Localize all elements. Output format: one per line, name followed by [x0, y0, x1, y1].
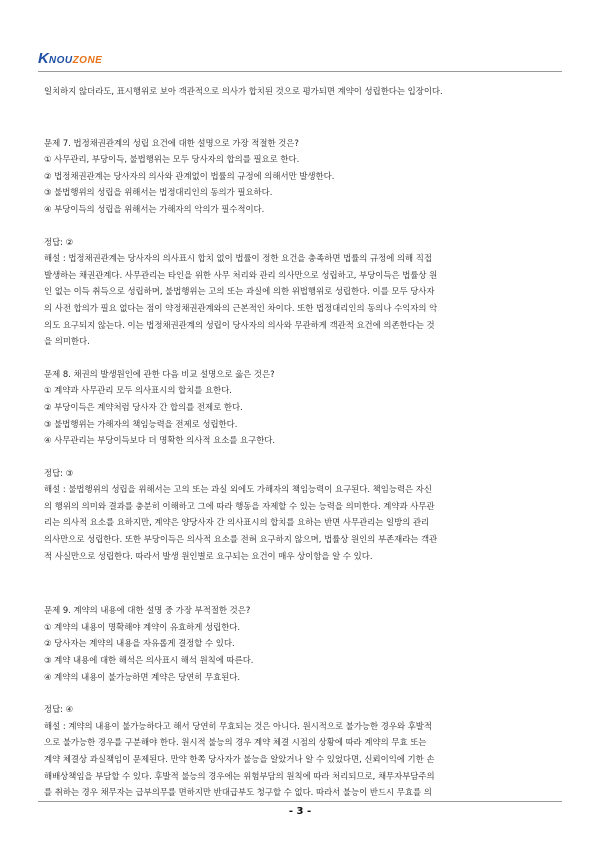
q7-explanation-6: 을 의미한다.: [44, 336, 90, 347]
q7-explanation-3: 인 없는 이득 취득으로 성립하며, 불법행위는 고의 또는 과실에 의한 위법행위로 성립한다. 이를 모두 당사자: [44, 286, 435, 297]
knouzone-logo: [38, 50, 102, 68]
logo-zone: ZONE: [72, 55, 103, 66]
q8-explanation-2: 의 행위의 의미와 결과를 충분히 이해하고 그에 따라 행동을 자제할 수 있는 능력을 의미한다. 계약과 사무관: [44, 500, 435, 511]
q7-explanation-4: 의 사전 합의가 필요 없다는 점이 약정채권관계와의 근본적인 차이다. 또한 법정대리인의 동의나 수익자의 악: [44, 302, 438, 313]
logo-nou: NOU: [48, 55, 73, 66]
q9-answer: 정답: ④: [44, 704, 74, 715]
q9-option-4: ④ 계약의 내용이 불가능하면 계약은 당연히 무효된다.: [44, 671, 241, 682]
q8-explanation-3: 리는 의사적 요소를 요하지만, 계약은 양당사자 간 의사표시의 합치를 요하는 반면 사무관리는 일방의 관리: [44, 517, 430, 528]
q9-explanation-5: 를 취하는 경우 채무자는 급부의무를 면하지만 반대급부도 청구할 수 없다. 따라서 불능이 반드시 무효를 의: [44, 787, 432, 798]
q8-option-3: ③ 불법행위는 가해자의 책임능력을 전제로 성립한다.: [44, 418, 238, 429]
q8-question: 문제 8. 채권의 발생원인에 관한 다음 비교 설명으로 옳은 것은?: [44, 368, 275, 379]
q7-answer: 정답: ②: [44, 236, 74, 247]
q9-option-1: ① 계약의 내용이 명확해야 계약이 유효하게 성립한다.: [44, 621, 241, 632]
page-header: [0, 0, 600, 82]
q7-option-3: ③ 불법행위의 성립을 위해서는 법정대리인의 동의가 필요하다.: [44, 187, 273, 198]
q7-option-4: ④ 부당이득의 성립을 위해서는 가해자의 악의가 필수적이다.: [44, 203, 265, 214]
q9-explanation-3: 계약 체결상 과실책임이 문제된다. 만약 한쪽 당사자가 불능을 알았거나 알 수 있었다면, 신뢰이익에 기한 손: [44, 754, 435, 764]
q9-question: 문제 9. 계약의 내용에 대한 설명 중 가장 부적절한 것은?: [44, 605, 251, 616]
page-number: - 3 -: [288, 806, 312, 817]
intro-text: 일치하지 않더라도, 표시행위로 보아 객관적으로 의사가 합치된 것으로 평가되면 계약이 성립한다는 입장이다.: [44, 86, 443, 96]
q8-explanation-4: 의사만으로 성립한다. 또한 부당이득은 의사적 요소를 전혀 요구하지 않으며, 법률상 원인의 부존재라는 객관: [44, 534, 438, 545]
q9-option-3: ③ 계약 내용에 대한 해석은 의사표시 해석 원칙에 따른다.: [44, 655, 254, 666]
header-divider: [38, 71, 562, 72]
q9-option-2: ② 당사자는 계약의 내용을 자유롭게 결정할 수 있다.: [44, 638, 235, 649]
q7-explanation-1: 해설 : 법정채권관계는 당사자의 의사표시 합치 없이 법률이 정한 요건을 충족하면 법률의 규정에 의해 직접: [44, 253, 432, 264]
q8-answer: 정답: ③: [44, 467, 74, 478]
q8-option-4: ④ 사무관리는 부당이득보다 더 명확한 의사적 요소를 요구한다.: [44, 435, 276, 446]
q9-explanation-4: 해배상책임을 부담할 수 있다. 후발적 불능의 경우에는 위험부담의 원칙에 따라 처리되므로, 채무자부담주의: [44, 770, 435, 781]
document-body: [44, 83, 558, 801]
q8-explanation-5: 적 사실만으로 성립한다. 따라서 발생 원인별로 요구되는 요건이 매우 상이함을 알 수 있다.: [44, 550, 373, 561]
q9-explanation-2: 으로 불가능한 경우를 구분해야 한다. 원시적 불능의 경우 계약 체결 시점의 상황에 따라 계약의 무효 또는: [44, 737, 427, 748]
q8-option-1: ① 계약과 사무관리 모두 의사표시의 합치를 요한다.: [44, 385, 232, 396]
q8-explanation-1: 해설 : 불법행위의 성립을 위해서는 고의 또는 과실 외에도 가해자의 책임능력이 요구된다. 책임능력은 자신: [44, 484, 432, 495]
q7-explanation-5: 의도 요구되지 않는다. 이는 법정채권관계의 성립이 당사자의 의사와 무관하게 객관적 요건에 의존한다는 것: [44, 319, 435, 330]
q7-option-2: ② 법정채권관계는 당사자의 의사와 관계없이 법률의 규정에 의해서만 발생한다.: [44, 170, 335, 181]
q7-question: 문제 7. 법정채권관계의 성립 요건에 대한 설명으로 가장 적절한 것은?: [44, 137, 299, 148]
footer-divider: [38, 801, 562, 802]
q7-option-1: ① 사무관리, 부당이득, 불법행위는 모두 당사자의 합의를 필요로 한다.: [44, 154, 300, 165]
q8-option-2: ② 부당이득은 계약처럼 당사자 간 합의를 전제로 한다.: [44, 401, 243, 412]
q9-explanation-1: 해설 : 계약의 내용이 불가능하다고 해서 당연히 무효되는 것은 아니다. 원시적으로 불가능한 경우와 후발적: [44, 720, 432, 731]
logo-k: K: [38, 50, 49, 67]
q7-explanation-2: 발생하는 채권관계다. 사무관리는 타인을 위한 사무 처리와 관리 의사만으로 성립하고, 부당이득은 법률상 원: [44, 269, 438, 280]
